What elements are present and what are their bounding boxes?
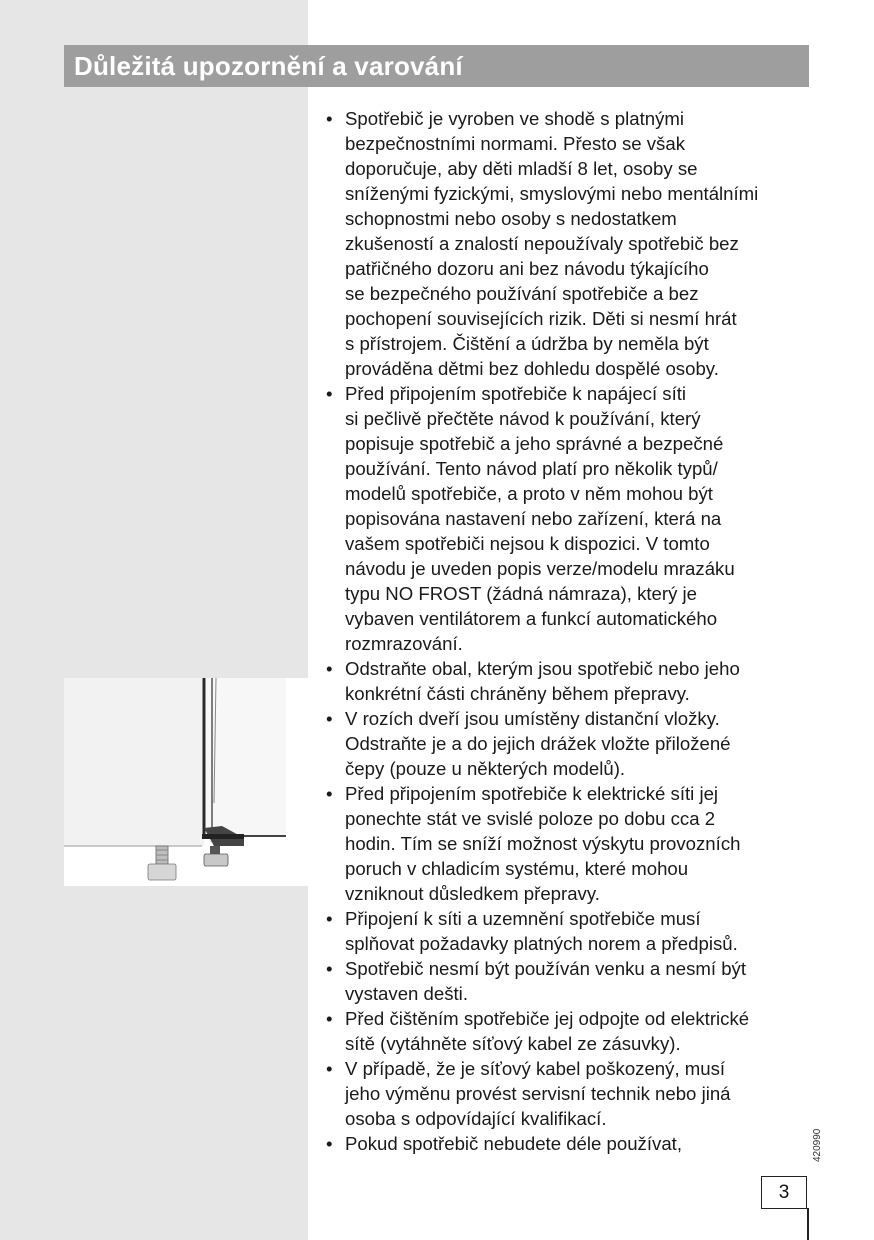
- page-number: 3: [778, 1182, 790, 1203]
- text-line: patřičného dozoru ani bez návodu týkajícího: [345, 258, 709, 279]
- text-line: vybaven ventilátorem a funkcí automatického: [345, 608, 718, 629]
- text-line: Před připojením spotřebiče k napájecí síti: [345, 383, 687, 404]
- text-line: vzniknout důsledkem přepravy.: [345, 883, 600, 904]
- text-line: vystaven dešti.: [345, 983, 468, 1004]
- text-line: používání. Tento návod platí pro několik typů/: [345, 458, 718, 479]
- list-item: [326, 956, 816, 1006]
- bullet-point: •: [326, 383, 333, 404]
- safety-warning-list: [326, 106, 816, 1156]
- text-line: jeho výměnu provést servisní technik nebo jiná: [345, 1083, 731, 1104]
- text-line: modelů spotřebiče, a proto v něm mohou být: [345, 483, 713, 504]
- text-line: osoba s odpovídající kvalifikací.: [345, 1108, 607, 1129]
- left-margin-panel: [0, 0, 308, 1240]
- text-line: splňovat požadavky platných norem a předpisů.: [345, 933, 738, 954]
- bullet-point: •: [326, 958, 333, 979]
- bullet-point: •: [326, 658, 333, 679]
- text-line: zkušeností a znalostí nepoužívaly spotřebič bez: [345, 233, 739, 254]
- text-line: rozmrazování.: [345, 633, 463, 654]
- appliance-foot-drawing: [64, 678, 308, 886]
- text-line: prováděna dětmi bez dohledu dospělé osoby.: [345, 358, 719, 379]
- bullet-point: •: [326, 708, 333, 729]
- text-line: si pečlivě přečtěte návod k používání, který: [345, 408, 701, 429]
- bullet-point: •: [326, 1058, 333, 1079]
- list-item: [326, 106, 816, 381]
- text-line: sníženými fyzickými, smyslovými nebo mentálními: [345, 183, 759, 204]
- text-line: sítě (vytáhněte síťový kabel ze zásuvky).: [345, 1033, 681, 1054]
- text-line: hodin. Tím se sníží možnost výskytu provozních: [345, 833, 741, 854]
- text-line: typu NO FROST (žádná námraza), který je: [345, 583, 698, 604]
- text-line: V případě, že je síťový kabel poškozený, musí: [345, 1058, 726, 1079]
- list-item: [326, 781, 816, 906]
- text-line: Před připojením spotřebiče k elektrické síti jej: [345, 783, 719, 804]
- document-code: 420990: [812, 1128, 823, 1162]
- list-item: [326, 1131, 816, 1156]
- list-item: [326, 656, 816, 706]
- text-line: V rozích dveří jsou umístěny distanční vložky.: [345, 708, 720, 729]
- list-item: [326, 906, 816, 956]
- text-line: pochopení souvisejících rizik. Děti si nesmí hrát: [345, 308, 737, 329]
- text-line: Připojení k síti a uzemnění spotřebiče musí: [345, 908, 701, 929]
- bullet-point: •: [326, 108, 333, 129]
- bullet-point: •: [326, 1133, 333, 1154]
- text-line: se bezpečného používání spotřebiče a bez: [345, 283, 699, 304]
- text-line: konkrétní části chráněny během přepravy.: [345, 683, 690, 704]
- door-spacer-illustration: [64, 678, 308, 886]
- text-line: návodu je uveden popis verze/modelu mrazáku: [345, 558, 735, 579]
- list-item: [326, 706, 816, 781]
- list-item: [326, 1006, 816, 1056]
- text-line: Odstraňte obal, kterým jsou spotřebič nebo jeho: [345, 658, 740, 679]
- text-line: poruch v chladicím systému, které mohou: [345, 858, 689, 879]
- text-line: ponechte stát ve svislé poloze po dobu cca 2: [345, 808, 716, 829]
- text-line: doporučuje, aby děti mladší 8 let, osoby se: [345, 158, 698, 179]
- text-line: Před čištěním spotřebiče jej odpojte od elektrické: [345, 1008, 750, 1029]
- bullet-point: •: [326, 783, 333, 804]
- page-title: Důležitá upozornění a varování: [74, 51, 463, 81]
- text-line: Spotřebič je vyroben ve shodě s platnými: [345, 108, 684, 129]
- page-number-box: [761, 1176, 807, 1209]
- text-line: popisována nastavení nebo zařízení, která na: [345, 508, 722, 529]
- text-line: popisuje spotřebič a jeho správné a bezpečné: [345, 433, 724, 454]
- section-title-bar: [64, 45, 809, 87]
- text-line: Odstraňte je a do jejich drážek vložte přiložené: [345, 733, 731, 754]
- text-line: vašem spotřebiči nejsou k dispozici. V tomto: [345, 533, 710, 554]
- text-line: s přístrojem. Čištění a údržba by neměla být: [345, 333, 709, 354]
- text-line: Spotřebič nesmí být používán venku a nesmí být: [345, 958, 747, 979]
- text-line: Pokud spotřebič nebudete déle používat,: [345, 1133, 682, 1154]
- text-line: čepy (pouze u některých modelů).: [345, 758, 626, 779]
- text-line: schopnostmi nebo osoby s nedostatkem: [345, 208, 677, 229]
- list-item: [326, 381, 816, 656]
- bullet-point: •: [326, 908, 333, 929]
- bullet-point: •: [326, 1008, 333, 1029]
- text-line: bezpečnostními normami. Přesto se však: [345, 133, 685, 154]
- page-edge-rule: [807, 1208, 809, 1240]
- list-item: [326, 1056, 816, 1131]
